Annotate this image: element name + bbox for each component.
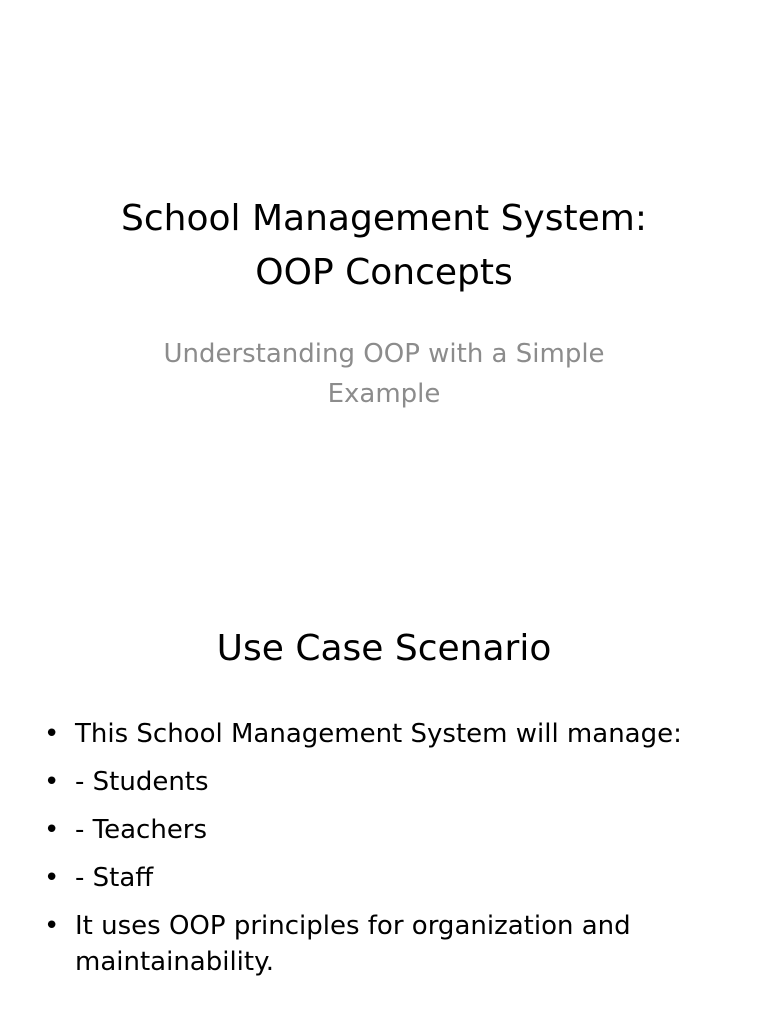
bullet-dot-icon: • — [44, 719, 60, 749]
bullet-text: This School Management System will manage: — [75, 719, 682, 749]
bullet-dot-icon: • — [44, 815, 60, 845]
bullet-text: It uses OOP principles for organization and maintainability. — [75, 911, 631, 977]
slide-subtitle-line: Example — [327, 379, 441, 409]
bullet-item — [40, 860, 740, 896]
use-case-slide — [0, 576, 768, 1024]
bullet-text: - Teachers — [75, 815, 208, 845]
bullet-item — [40, 812, 740, 848]
bullet-list — [40, 716, 740, 992]
slide-subtitle — [100, 334, 668, 414]
bullet-item — [40, 764, 740, 800]
bullet-dot-icon: • — [44, 911, 60, 941]
bullet-dot-icon: • — [44, 863, 60, 893]
bullet-text: - Students — [75, 767, 209, 797]
slide-subtitle-line: Understanding OOP with a Simple — [163, 339, 605, 369]
slide-title — [40, 192, 728, 300]
use-case-title: Use Case Scenario — [216, 628, 552, 669]
bullet-item — [40, 716, 740, 752]
slide-title-line: OOP Concepts — [255, 252, 513, 293]
bullet-item — [40, 908, 740, 980]
bullet-dot-icon: • — [44, 767, 60, 797]
slide-title-line: School Management System: — [121, 198, 647, 239]
bullet-text: - Staff — [75, 863, 154, 893]
